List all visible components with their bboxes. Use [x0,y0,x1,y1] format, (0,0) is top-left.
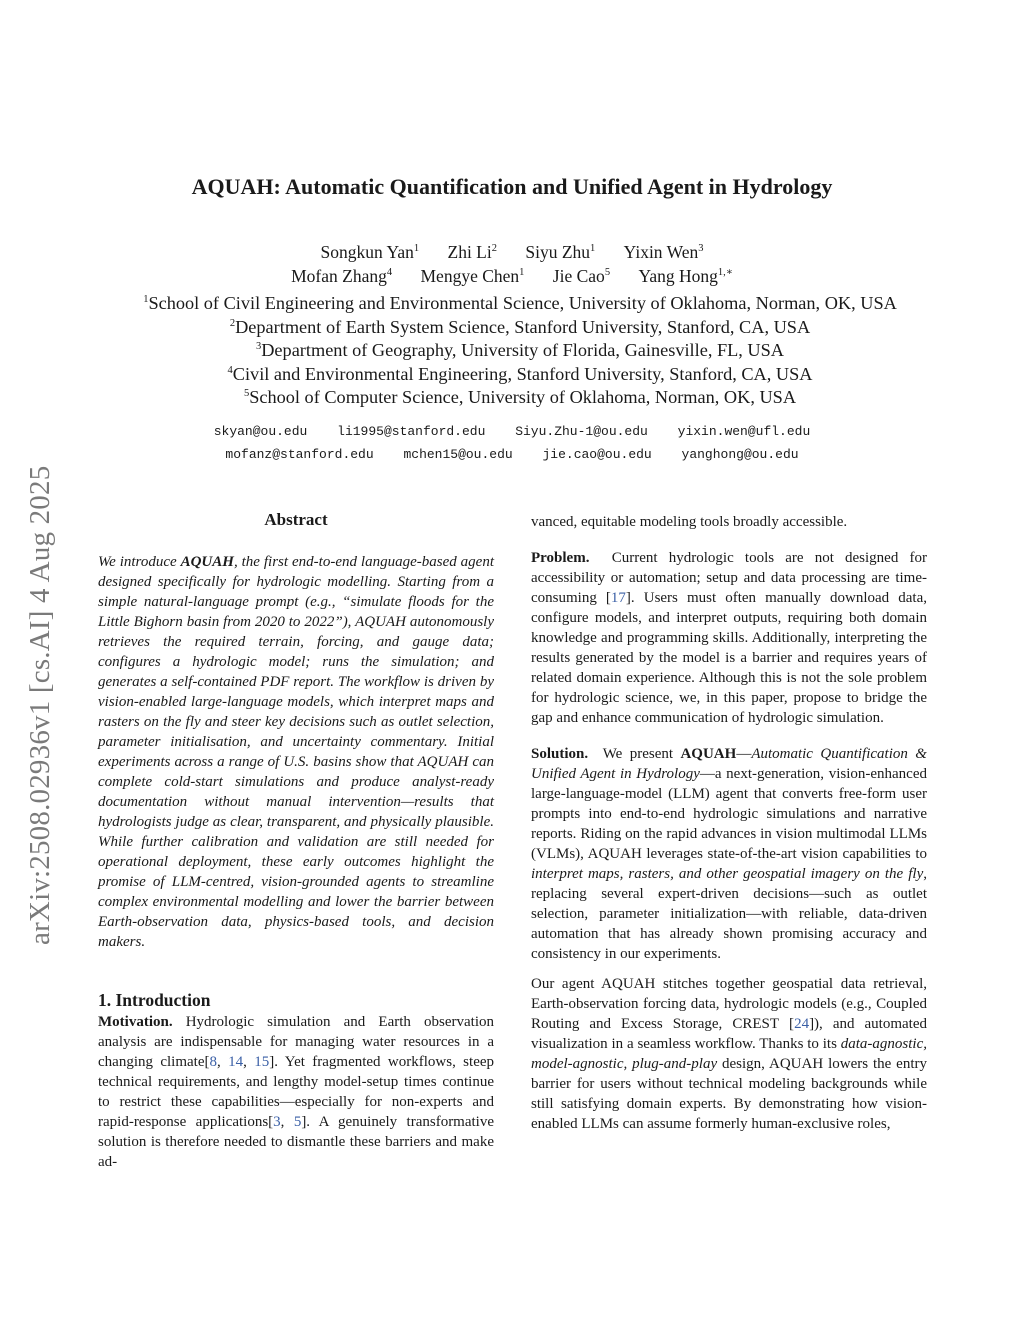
paragraph-label: Motivation. [98,1014,173,1030]
email-link[interactable]: yanghong@ou.edu [681,447,799,462]
right-column [531,512,927,1134]
agent-paragraph: Our agent AQUAH stitches together geospatial data retrieval, Earth-observation forcing data, hydrologic models (e.g., Coupled Routing and Excess Storage, CREST [24]), and automated visualization in a seamless workflow. Thanks to its data-agnostic, model-agnostic, plug-and-play design, AQUAH lowers the entry barrier for users without technical modeling backgrounds while still satisfying domain experts. By demonstrating how vision-enabled LLMs can assume formerly human-exclusive roles, [531,976,928,1132]
author: Siyu Zhu$^1$ [525,242,596,262]
section-heading-introduction: 1. Introduction [98,990,211,1010]
problem-paragraph: Problem. Current hydrologic tools are not designed for accessibility or automation; setup and data processing are time-consuming [17]. Users must often manually download data, configure models, and interpret outputs, requiring both domain knowledge and programming skills. Additionally, interpreting the results generated by the model is a barrier and requires years of related domain experience. Although this is not the sole problem for hydrologic science, we, in this paper, propose to bridge the gap and enhance communication of hydrologic simulation. [531,550,927,726]
author: Mofan Zhang$^4$ [291,266,393,286]
email-line-1 [0,424,1024,439]
abstract-heading: Abstract [264,510,328,529]
paragraph-label: Problem. [531,550,590,566]
email-link[interactable]: mchen15@ou.edu [403,447,513,462]
affiliations [0,292,1024,410]
citation-link[interactable]: 14 [228,1054,244,1070]
author: Yang Hong$^{1,∗}$ [638,266,733,286]
citation-link[interactable]: 5 [293,1114,302,1130]
affiliation: $^2$Department of Earth System Science, Stanford University, Stanford, CA, USA [229,316,811,337]
author: Zhi Li$^2$ [447,242,497,262]
email-link[interactable]: jie.cao@ou.edu [542,447,652,462]
affiliation: $^5$School of Computer Science, University of Oklahoma, Norman, OK, USA [243,387,797,408]
email-line-2 [0,447,1024,462]
affiliation: $^4$Civil and Environmental Engineering, Stanford University, Stanford, CA, USA [227,363,813,384]
author: Songkun Yan$^1$ [320,242,420,262]
model-name: CREST [732,1016,780,1032]
paragraph-label: Solution. [531,746,589,762]
solution-paragraph: Solution. We present AQUAH—Automatic Quantification & Unified Agent in Hydrology—a next-generation, vision-enhanced large-language-model (LLM) agent that converts free-form user prompts into end-to-end hydrologic simulations and narrative reports. Riding on the rapid advances in vision multimodal LLMs (VLMs), AQUAH leverages state-of-the-art vision capabilities to interpret maps, rasters, and other geospatial imagery on the fly, replacing several expert-driven decisions—such as outlet selection, parameter initialization—with reliable, data-driven automation that has already shown promising accuracy and consistency in our experiments. [531,746,927,962]
author: Yixin Wen$^3$ [623,242,704,262]
citation-link[interactable]: 8 [209,1054,217,1070]
email-link[interactable]: mofanz@stanford.edu [225,447,374,462]
left-column [98,510,494,1172]
system-name: AQUAH [180,554,234,570]
citation-link[interactable]: 24 [794,1016,810,1032]
arxiv-stamp: arXiv:2508.02936v1 [cs.AI] 4 Aug 2025 [24,465,56,945]
email-link[interactable]: Siyu.Zhu-1@ou.edu [515,424,648,439]
author-line-2 [0,263,1024,289]
affiliation: $^3$Department of Geography, University of Florida, Gainesville, FL, USA [255,340,785,361]
citation-link[interactable]: 17 [610,590,626,606]
system-name: AQUAH [680,746,737,762]
motivation-paragraph: Motivation. Hydrologic simulation and Earth observation analysis are indispensable for managing water resources in a changing climate[8, 14, 15]. Yet fragmented workflows, steep technical requirements, and lengthy model-setup times continue to restrict these capabilities—especially for non-experts and rapid-response applications[3, 5]. A genuinely transformative solution is therefore needed to dismantle these barriers and make ad- [98,1014,495,1170]
email-link[interactable]: skyan@ou.edu [213,424,308,439]
citation-link[interactable]: 15 [254,1054,270,1070]
continued-paragraph: vanced, equitable modeling tools broadly accessible. [531,514,848,530]
affiliation: $^1$School of Civil Engineering and Environmental Science, University of Oklahoma, Norman, OK, USA [143,293,897,313]
paper-title: AQUAH: Automatic Quantification and Unified Agent in Hydrology [191,174,833,199]
email-link[interactable]: yixin.wen@ufl.edu [677,424,811,439]
author-line-1 [0,239,1024,265]
author: Mengye Chen$^1$ [420,266,525,286]
citation-link[interactable]: 3 [273,1114,281,1130]
abstract-text: We introduce AQUAH, the first end-to-end language-based agent designed specifically for hydrologic modelling. Starting from a simple natural-language prompt (e.g., “simulate floods for the Little Bighorn basin from 2020 to 2022”), AQUAH autonomously retrieves the required terrain, forcing, and gauge data; configures a hydrologic model; runs the simulation; and generates a self-contained PDF report. The workflow is driven by vision-enabled large-language models, which interpret maps and rasters on the fly and steer key decisions such as outlet selection, parameter initialisation, and uncertainty commentary. Initial experiments across a range of U.S. basins show that AQUAH can complete cold-start simulations and produce analyst-ready documentation without manual intervention—results that hydrologists judge as clear, transparent, and physically plausible. While further calibration and validation are still needed for operational deployment, these early outcomes highlight the promise of LLM-centred, vision-grounded agents to streamline complex environmental modelling and lower the barrier between Earth-observation data, physics-based tools, and decision makers. [98,554,494,950]
author: Jie Cao$^5$ [552,266,611,286]
email-link[interactable]: li1995@stanford.edu [337,424,486,439]
